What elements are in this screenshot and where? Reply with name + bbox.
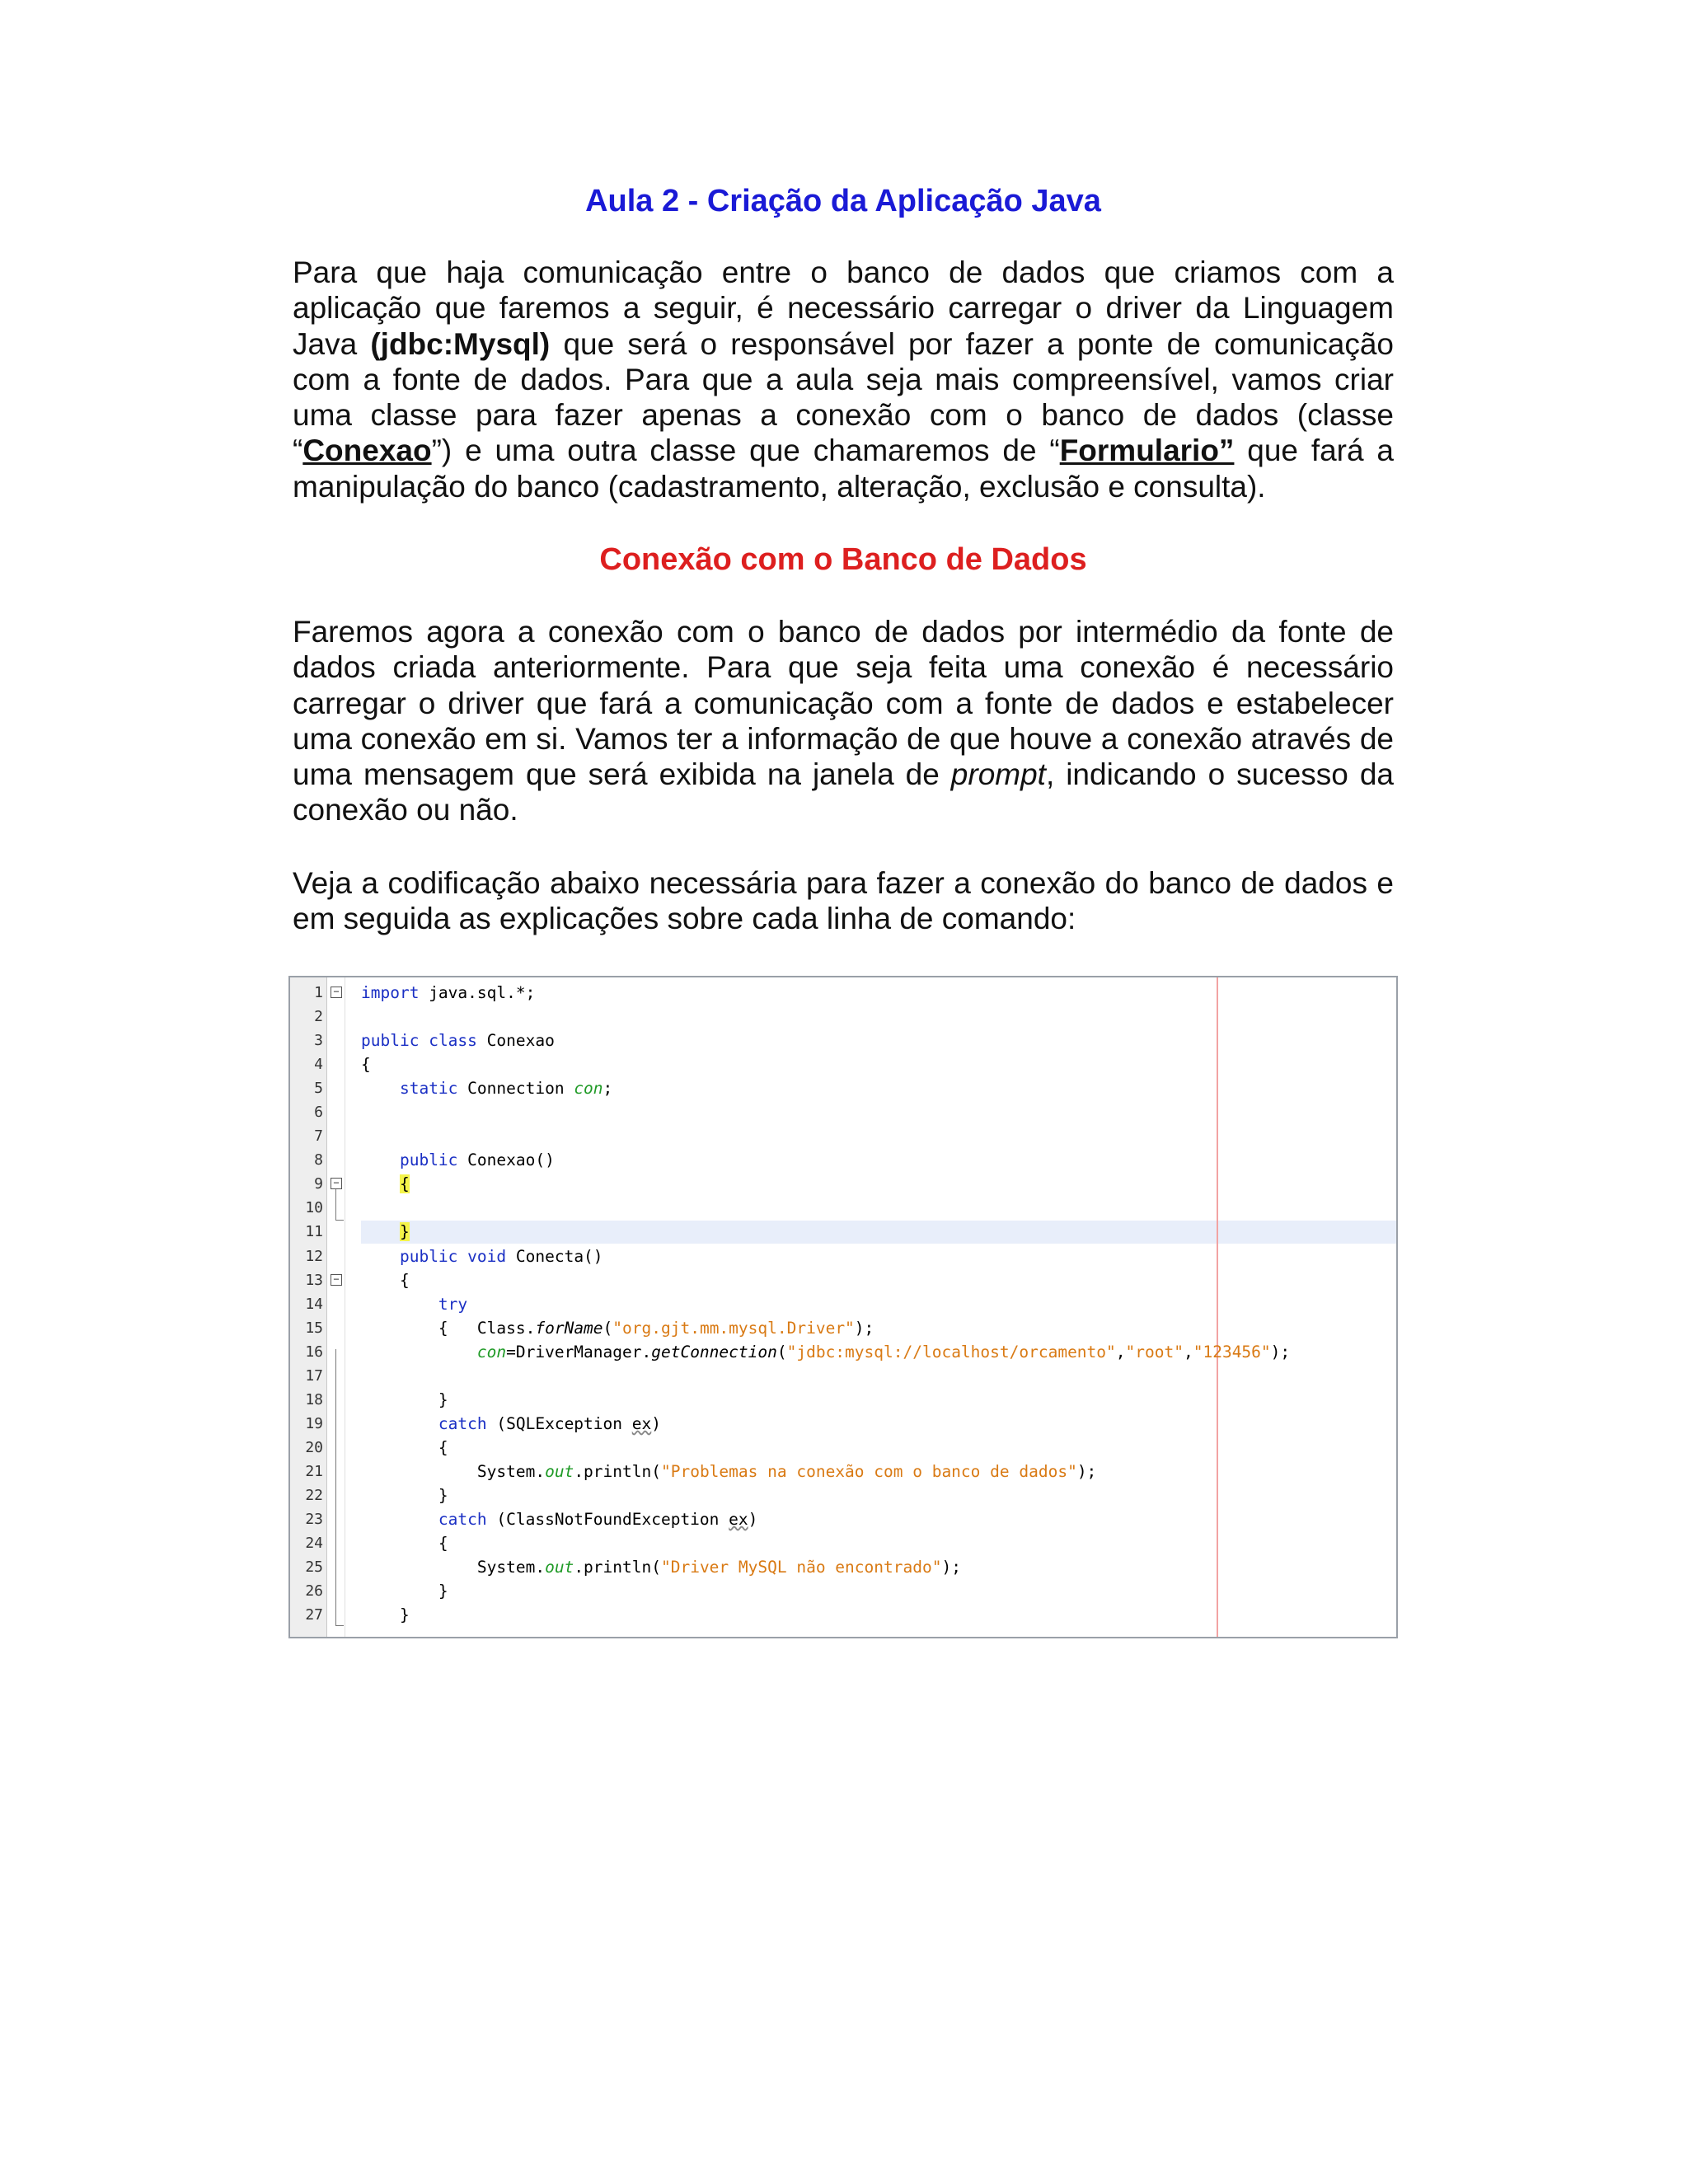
line-number: 16 [305,1343,323,1361]
code-text: { [361,1055,371,1075]
line-number: 26 [305,1582,323,1601]
keyword: static [399,1079,458,1099]
jdbc-term: (jdbc:Mysql) [370,326,551,361]
fold-collapse-icon[interactable]: − [331,1274,342,1286]
code-text: ); [1076,1461,1097,1481]
page-title: Aula 2 - Criação da Aplicação Java [585,184,1101,218]
code-text: Conexao() [457,1151,555,1170]
formulario-class-name: Formulario” [1059,434,1235,468]
code-line [290,1292,1396,1316]
keyword: class [429,1031,477,1051]
line-number: 11 [305,1223,323,1241]
line-number: 25 [305,1558,323,1577]
code-line [290,1531,1396,1555]
keyword: catch [438,1413,487,1433]
line-number: 2 [314,1008,323,1026]
line-number: 12 [305,1247,323,1265]
code-line [290,1029,1396,1052]
line-number: 7 [314,1127,323,1146]
string-literal: "jdbc:mysql://localhost/orcamento" [786,1342,1116,1361]
fold-collapse-icon[interactable]: − [331,987,342,998]
keyword: public [361,1031,420,1051]
intro-text-3: ”) e uma outra classe que chamaremos de “ [431,434,1060,468]
line-number: 3 [314,1032,323,1050]
section-title: Conexão com o Banco de Dados [599,542,1087,577]
intro-text-1: Para que haja comunicação entre o banco de dados que criamos com a aplicação que faremos a seguir, é necessário carregar o driver da Linguagem Java [293,255,1394,361]
code-line [290,1052,1396,1076]
conexao-class-name: Conexao [302,434,432,468]
code-text: Connection [457,1079,574,1099]
code-text: ( [776,1342,787,1361]
string-literal: "org.gjt.mm.mysql.Driver" [612,1318,855,1338]
code-line [290,1388,1396,1412]
line-number: 19 [305,1414,323,1432]
body-text-1: Faremos agora a conexão com o banco de dados por intermédio da fonte de dados criada anteriormente. Para que seja feita uma conexão é necessário carregar o driver que fará a comunicação com a fonte de dados e estabelecer uma conexão em si. Vamos ter a informação de que houve a conexão através de uma mensagem que será exibida na janela de [293,615,1394,792]
code-text: ( [496,1413,507,1433]
line-number: 15 [305,1319,323,1337]
line-number: 13 [305,1271,323,1289]
code-line [290,1603,1396,1627]
code-text: } [438,1582,448,1601]
fold-collapse-icon[interactable]: − [331,1178,342,1189]
code-text: java.sql.*; [419,983,536,1002]
code-text: ) [651,1413,661,1433]
line-number: 14 [305,1295,323,1313]
line-number: 6 [314,1104,323,1122]
code-text: .println( [574,1558,661,1577]
keyword: public [399,1246,458,1266]
code-text: ; [603,1079,613,1099]
field-name: con [574,1079,603,1099]
intro-paragraph [293,255,1394,504]
keyword: catch [438,1510,487,1530]
keyword: public [399,1151,458,1170]
code-text: =DriverManager. [506,1342,652,1361]
code-text: { [438,1534,448,1554]
string-literal: "Problemas na conexão com o banco de dados" [660,1461,1077,1481]
code-text: Conexao [476,1031,555,1051]
code-line [290,1172,1396,1196]
code-text: { [438,1437,448,1457]
body-paragraph [293,614,1394,828]
code-line [290,1460,1396,1483]
code-text: } [399,1605,410,1625]
code-line [290,1196,1396,1220]
matched-brace: { [399,1174,410,1194]
code-text: Conecta() [506,1246,603,1266]
body-text-2: , indicando o sucesso da conexão ou não. [293,757,1394,827]
method-name: getConnection [651,1342,777,1361]
keyword: import [361,983,420,1002]
code-line [290,1483,1396,1507]
code-text: .println( [574,1461,661,1481]
code-line [290,981,1396,1005]
code-line [290,1076,1396,1100]
code-line [290,1579,1396,1603]
code-text: ex [729,1510,748,1530]
field-name: out [545,1461,574,1481]
line-number: 22 [305,1486,323,1504]
line-number: 21 [305,1462,323,1480]
code-text: , [1115,1342,1126,1361]
intro-text-4: que fará a manipulação do banco (cadastramento, alteração, exclusão e consulta). [293,434,1394,504]
code-line [290,1507,1396,1531]
code-text: } [438,1485,448,1505]
code-line [290,1340,1396,1364]
code-text: System. [476,1558,546,1577]
code-line [290,1220,1396,1244]
field-name: out [545,1558,574,1577]
code-text: ); [1270,1342,1291,1361]
code-text: ( [603,1318,613,1338]
code-line [290,1364,1396,1388]
line-number: 20 [305,1438,323,1456]
code-text: , [1183,1342,1193,1361]
line-number: 18 [305,1390,323,1408]
code-line [290,1555,1396,1579]
code-text: Class. [476,1318,536,1338]
code-text: ) [748,1510,758,1530]
line-number: 8 [314,1151,323,1169]
code-text: ( [496,1510,507,1530]
line-number: 9 [314,1175,323,1193]
line-number: 5 [314,1080,323,1098]
line-number: 10 [305,1199,323,1217]
string-literal: "root" [1125,1342,1184,1361]
code-line [290,1436,1396,1460]
line-number: 17 [305,1366,323,1385]
code-line [290,1316,1396,1340]
keyword: void [467,1246,507,1266]
line-number: 27 [305,1606,323,1624]
code-lines [290,981,1396,1627]
code-text: { [438,1318,448,1338]
line-number: 24 [305,1535,323,1553]
field-name: con [476,1342,507,1361]
code-line [290,1244,1396,1268]
code-text: ); [854,1318,874,1338]
code-text: ex [631,1413,652,1433]
code-text: ClassNotFoundException [506,1510,720,1530]
code-text: System. [476,1461,546,1481]
code-line [290,1124,1396,1148]
outro-paragraph: Veja a codificação abaixo necessária para fazer a conexão do banco de dados e em seguida as explicações sobre cada linha de comando: [293,866,1394,936]
code-text: SQLException [506,1413,623,1433]
string-literal: "123456" [1193,1342,1271,1361]
matched-brace: } [399,1222,410,1242]
line-number: 23 [305,1511,323,1529]
code-line [290,1148,1396,1172]
code-line [290,1268,1396,1292]
code-line [290,1005,1396,1029]
code-text: { [399,1270,410,1290]
method-name: forName [535,1318,603,1338]
line-number: 1 [314,984,323,1001]
prompt-term: prompt [950,757,1046,792]
code-text: } [438,1390,448,1409]
intro-text-2: que será o responsável por fazer a ponte de comunicação com a fonte de dados. Para que a aula seja mais compreensível, vamos criar uma classe para fazer apenas a conexão com o banco de dados (classe “ [293,326,1395,468]
code-line [290,1412,1396,1436]
code-editor-screenshot [288,976,1398,1638]
string-literal: "Driver MySQL não encontrado" [660,1558,942,1577]
code-line [290,1100,1396,1124]
code-text: ); [941,1558,961,1577]
line-number: 4 [314,1056,323,1074]
keyword: try [438,1294,468,1314]
